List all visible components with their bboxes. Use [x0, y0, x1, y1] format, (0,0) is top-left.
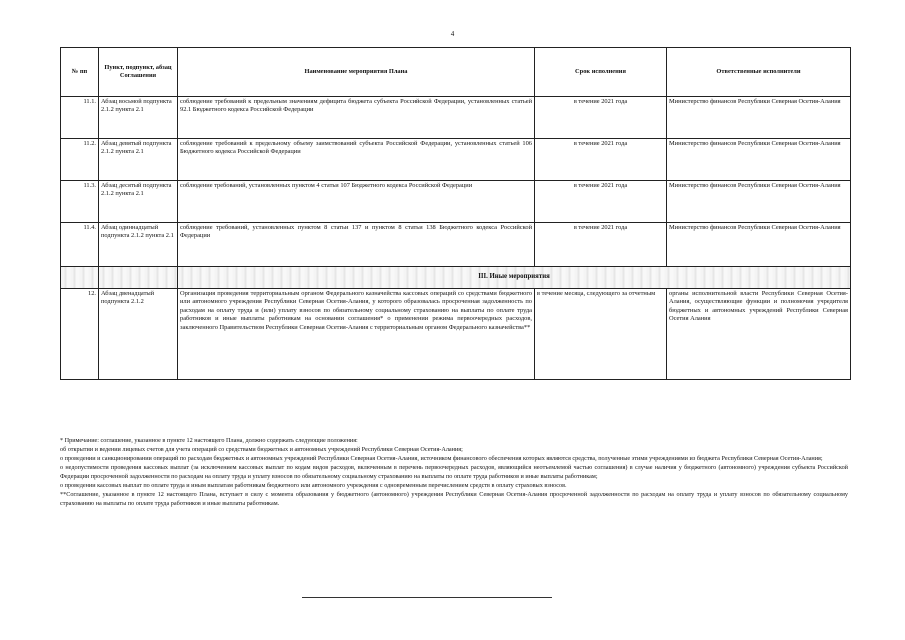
row-measure: соблюдение требований, установленных пунктом 8 статьи 137 и пунктом 8 статьи 138 Бюджетного кодекса Российской Федерации [178, 223, 535, 267]
row-clause: Абзац девятый подпункта 2.1.2 пункта 2.1 [99, 139, 178, 181]
row-measure: соблюдение требований к предельным значениям дефицита бюджета субъекта Российской Федерации, установленных статьей 92.1 Бюджетного кодекса Российской Федерации [178, 97, 535, 139]
header-responsible: Ответственные исполнители [667, 48, 851, 97]
row-num: 11.4. [61, 223, 99, 267]
footnotes [60, 437, 848, 509]
row-clause: Абзац двенадцатый подпункта 2.1.2 [99, 289, 178, 380]
row-responsible: Министерство финансов Республики Северная Осетия-Алания [667, 223, 851, 267]
row-deadline: в течение 2021 года [535, 223, 667, 267]
table-row [61, 181, 851, 223]
section-spacer [61, 267, 99, 289]
row-responsible: Министерство финансов Республики Северная Осетия-Алания [667, 97, 851, 139]
page-number: 4 [450, 30, 455, 38]
closing-rule [302, 597, 552, 598]
table-row [61, 223, 851, 267]
header-measure: Наименование мероприятия Плана [178, 48, 535, 97]
section-header-row [61, 267, 851, 289]
header-num: № пп [61, 48, 99, 97]
row-clause: Абзац одиннадцатый подпункта 2.1.2 пункта 2.1 [99, 223, 178, 267]
row-num: 11.2. [61, 139, 99, 181]
section-title: III. Иные мероприятия [178, 267, 851, 289]
footnote-line: о недопустимости проведения кассовых выплат (за исключением кассовых выплат по кодам видов расходов, включенным в перечень первоочередных расходов, являющийся неотъемлемой частью соглашения) в случае наличия у бюджетного (автономного) учреждения субъекта Российской Федерации просроченной задолженности по расходам на оплату труда и уплату взносов по обязательному социальному страхованию на выплаты по оплате труда работников и иные выплаты работникам; [60, 463, 848, 480]
row-deadline: в течение месяца, следующего за отчетным [535, 289, 667, 380]
row-deadline: в течение 2021 года [535, 97, 667, 139]
header-clause: Пункт, подпункт, абзац Соглашения [99, 48, 178, 97]
section-spacer [99, 267, 178, 289]
header-deadline: Срок исполнения [535, 48, 667, 97]
footnote-line: об открытии и ведении лицевых счетов для учета операций со средствами бюджетных и автономных учреждений Республики Северная Осетия-Алания; [60, 445, 463, 453]
plan-table [60, 47, 851, 380]
table-row [61, 289, 851, 380]
row-measure: соблюдение требований, установленных пунктом 4 статьи 107 Бюджетного кодекса Российской Федерации [178, 181, 535, 223]
footnote-line: о проведении кассовых выплат по оплате труда и иным выплатам работникам бюджетного или автономного учреждения с одновременным перечислением средств в оплату страховых взносов. [60, 481, 567, 489]
table-row [61, 97, 851, 139]
row-clause: Абзац десятый подпункта 2.1.2 пункта 2.1 [99, 181, 178, 223]
row-deadline: в течение 2021 года [535, 181, 667, 223]
footnote-line: * Примечание: соглашение, указанное в пункте 12 настоящего Плана, должно содержать следующие положения: [60, 437, 358, 444]
row-measure: соблюдение требований к предельному объему заимствований субъекта Российской Федерации, установленных статьей 106 Бюджетного кодекса Российской Федерации [178, 139, 535, 181]
row-responsible: Министерство финансов Республики Северная Осетия-Алания [667, 139, 851, 181]
footnote-line: о проведении и санкционировании операций по расходам бюджетных и автономных учреждений Республики Северная Осетия-Алания, источником финансового обеспечения которых являются средства, полученные этими учреждениями из бюджета Республики Северная Осетия-Алания; [60, 454, 823, 462]
row-num: 12. [61, 289, 99, 380]
row-deadline: в течение 2021 года [535, 139, 667, 181]
table-header-row [61, 48, 851, 97]
row-measure: Организация проведения территориальным органом Федерального казначейства кассовых операций со средствами бюджетного или автономного учреждения Республики Северная Осетия-Алания, у которого образовалась просроченная задолженность по расходам на оплату труда и (или) уплату взносов по обязательному социальному страхованию на выплаты по оплате труда работников и иные выплаты работникам на основании соглашения* о применении режима первоочередных расходов, заключенного Правительством Республики Северная Осетия-Алания с территориальным органом Федерального казначейства** [178, 289, 535, 380]
row-num: 11.1. [61, 97, 99, 139]
row-clause: Абзац восьмой подпункта 2.1.2 пункта 2.1 [99, 97, 178, 139]
row-responsible: органы исполнительной власти Республики Северная Осетия-Алания, осуществляющие функции и полномочия учредителя бюджетных и автономных учреждений Республики Северная Осетия Алания [667, 289, 851, 380]
footnote-line: **Соглашение, указанное в пункте 12 настоящего Плана, вступает в силу с момента образования у бюджетного (автономного) учреждения Республики Северная Осетия-Алания просроченной задолженности по расходам на оплату труда и уплату взносов по обязательному социальному страхованию на выплаты по оплате труда работников и иные выплаты работникам. [60, 490, 848, 507]
table-row [61, 139, 851, 181]
row-num: 11.3. [61, 181, 99, 223]
row-responsible: Министерство финансов Республики Северная Осетия-Алания [667, 181, 851, 223]
